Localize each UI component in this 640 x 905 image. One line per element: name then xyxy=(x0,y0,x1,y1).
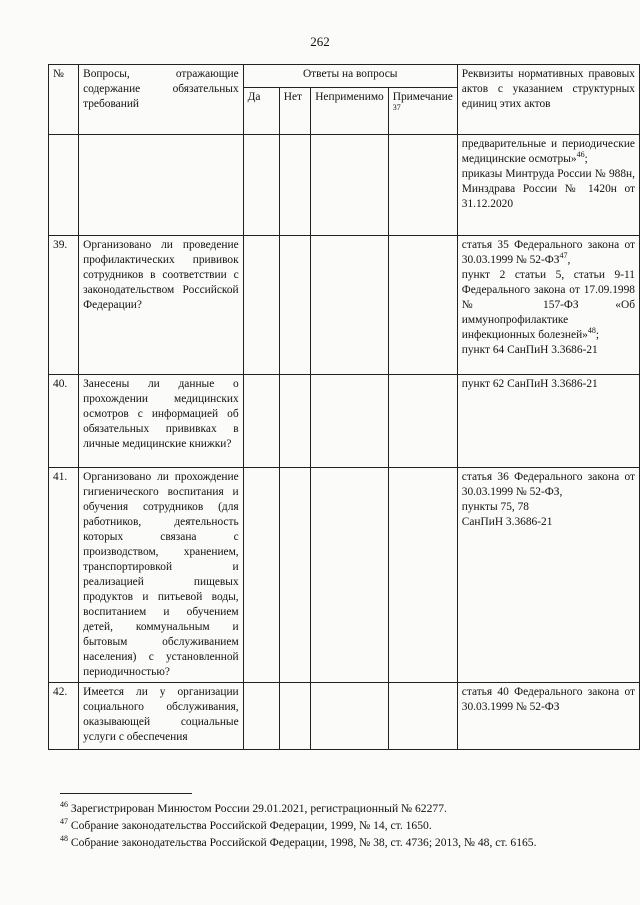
table-row xyxy=(49,683,640,750)
row-requisites: статья 40 Федерального закона от 30.03.1999 № 52-ФЗ xyxy=(457,683,639,750)
header-note-ref: 37 xyxy=(392,103,401,113)
footnote-text: Зарегистрирован Минюстом России 29.01.2021, регистрационный № 62277. xyxy=(70,802,447,815)
cell-yes xyxy=(243,236,279,375)
cell-not-applicable xyxy=(311,236,389,375)
cell-note xyxy=(388,375,457,468)
footnote-divider xyxy=(60,793,192,794)
row-num: 40. xyxy=(49,375,79,468)
table-row xyxy=(49,468,640,683)
cell-not-applicable xyxy=(311,683,389,750)
cell-not-applicable xyxy=(311,135,389,236)
footnote-ref: 47 xyxy=(60,817,68,827)
footnote xyxy=(60,817,620,834)
footnote xyxy=(60,800,620,817)
row-num: 39. xyxy=(49,236,79,375)
row-num: 42. xyxy=(49,683,79,750)
cell-not-applicable xyxy=(311,468,389,683)
cell-no xyxy=(279,468,310,683)
row-question: Организовано ли прохождение гигиенического воспитания и обучения сотрудников (для работников, деятельность которых связана с производством, хранением, транспортировкой и реализацией пищевых продуктов и питьевой воды, воспитанием и обучением детей, коммунальным и бытовым обслуживанием населения) с установленной периодичностью? xyxy=(79,468,244,683)
cell-no xyxy=(279,683,310,750)
row-question: Имеется ли у организации социального обслуживания, оказывающей социальные услуги с обеспечения xyxy=(79,683,244,750)
footnote-text: Собрание законодательства Российской Федерации, 1999, № 14, ст. 1650. xyxy=(70,819,432,832)
row-question: Занесены ли данные о прохождении медицинских осмотров с информацией об обязательных прививках в личные медицинские книжки? xyxy=(79,375,244,468)
cell-yes xyxy=(243,375,279,468)
cell-note xyxy=(388,468,457,683)
header-row xyxy=(49,65,640,88)
footnotes xyxy=(60,800,620,851)
row-requisites: статья 36 Федерального закона от 30.03.1999 № 52-ФЗ, пункты 75, 78 СанПиН 3.3686-21 xyxy=(457,468,639,683)
footnote-text: Собрание законодательства Российской Федерации, 1998, № 38, ст. 4736; 2013, № 48, ст. 6165. xyxy=(70,836,537,849)
row-num: 41. xyxy=(49,468,79,683)
footnote xyxy=(60,834,620,851)
header-requisites: Реквизиты нормативных правовых актов с указанием структурных единиц этих актов xyxy=(457,65,639,135)
header-note xyxy=(388,88,457,135)
row-requisites: пункт 62 СанПиН 3.3686-21 xyxy=(457,375,639,468)
row-num xyxy=(49,135,79,236)
header-no: Нет xyxy=(279,88,310,135)
footnote-ref: 48 xyxy=(60,834,68,844)
table-row xyxy=(49,375,640,468)
row-requisites: предварительные и периодические медицинские осмотры»$^{46}$; приказы Минтруда России № 988н, Минздрава России № 1420н от 31.12.2020 xyxy=(457,135,639,236)
row-question: Организовано ли проведение профилактических прививок сотрудников в соответствии с законодательством Российской Федерации? xyxy=(79,236,244,375)
header-num: № xyxy=(49,65,79,135)
cell-note xyxy=(388,236,457,375)
cell-yes xyxy=(243,468,279,683)
cell-no xyxy=(279,375,310,468)
cell-yes xyxy=(243,683,279,750)
header-question: Вопросы, отражающие содержание обязательных требований xyxy=(79,65,244,135)
table-row xyxy=(49,236,640,375)
row-requisites: статья 35 Федерального закона от 30.03.1999 № 52-ФЗ$^{47}$, пункт 2 статьи 5, статьи 9-11 Федерального закона от 17.09.1998 № 157-ФЗ «Об иммунопрофилактике инфекционных болезней»$^{48}$; пункт 64 СанПиН 3.3686-21 xyxy=(457,236,639,375)
cell-not-applicable xyxy=(311,375,389,468)
cell-note xyxy=(388,135,457,236)
table-row xyxy=(49,135,640,236)
cell-no xyxy=(279,135,310,236)
row-question xyxy=(79,135,244,236)
cell-no xyxy=(279,236,310,375)
cell-yes xyxy=(243,135,279,236)
footnote-ref: 46 xyxy=(60,800,68,810)
header-answers: Ответы на вопросы xyxy=(243,65,457,88)
header-not-applicable: Неприменимо xyxy=(311,88,389,135)
header-yes: Да xyxy=(243,88,279,135)
page-number: 262 xyxy=(310,34,330,49)
header-note-label: Примечание xyxy=(392,91,453,103)
cell-note xyxy=(388,683,457,750)
checklist-table xyxy=(48,64,640,750)
